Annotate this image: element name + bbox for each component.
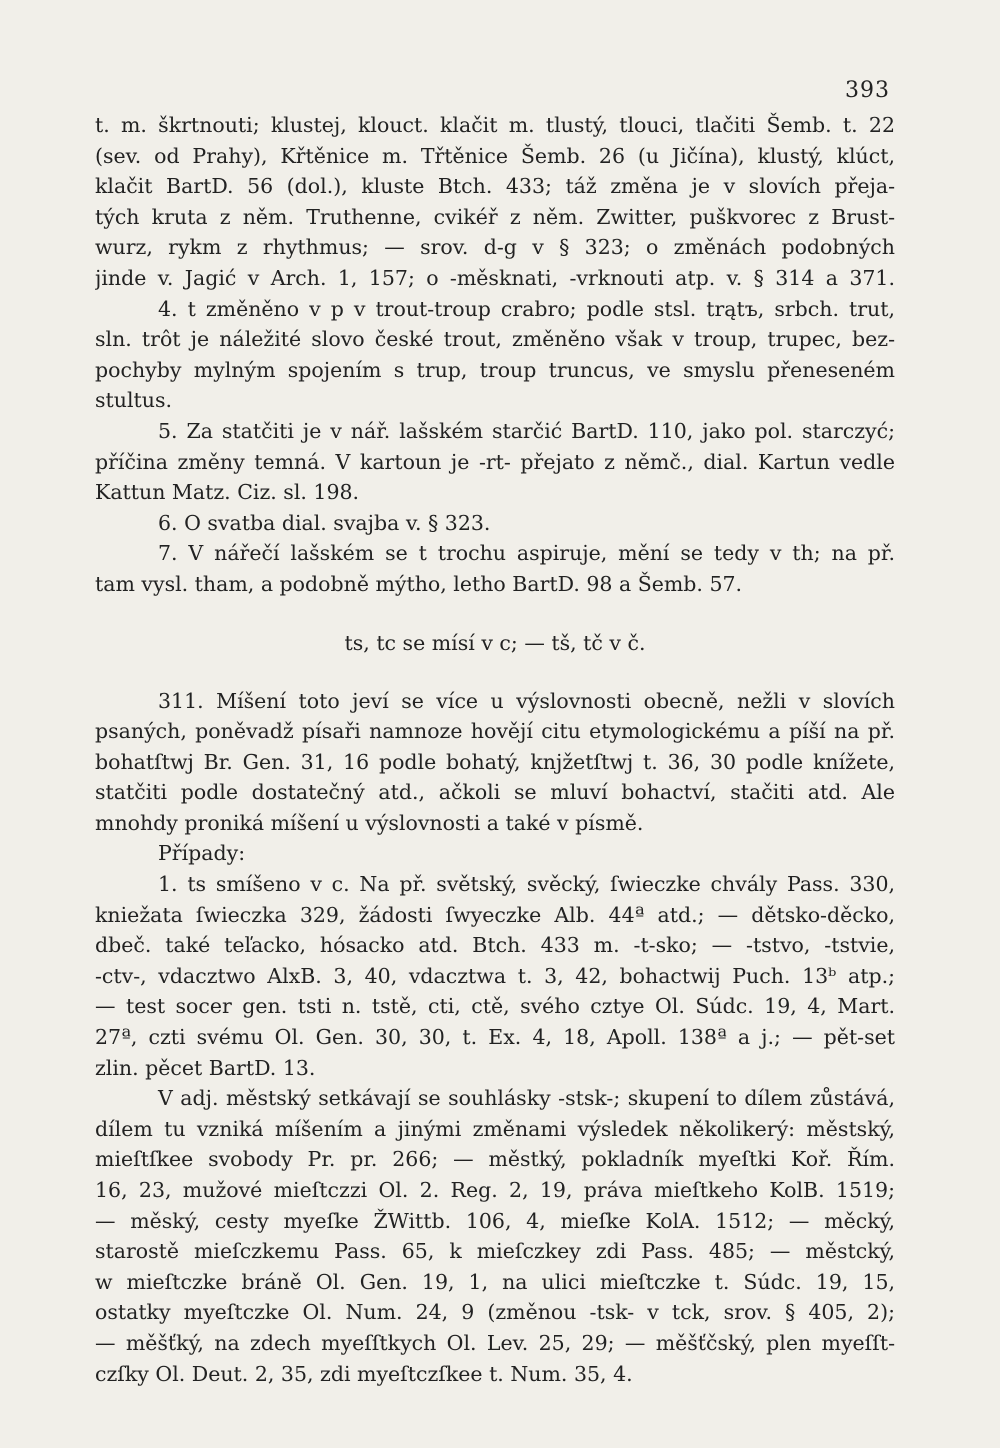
text-line: dílem tu vzniká míšením a jinými změnami výsledek několikerý: městský, [95, 1116, 895, 1141]
text-line: pochyby mylným spojením s trup, troup truncus, ve smyslu přeneseném [95, 357, 895, 382]
text-line: 6. O svatba dial. svajba v. § 323. [158, 510, 491, 535]
text-line: 27ª, czti svému Ol. Gen. 30, 30, t. Ex. 4, 18, Apoll. 138ª a j.; — pět-set [95, 1025, 895, 1050]
text-line: dbeč. také teľacko, hósacko atd. Btch. 433 m. -t-sko; — -tstvo, -tstvie, [95, 933, 895, 958]
text-line: 16, 23, mužové mieſtczzi Ol. 2. Reg. 2, 19, práva mieſtkeho KolB. 1519; [95, 1178, 895, 1202]
text-line: jinde v. Jagić v Arch. 1, 157; o -měsknati, -vrknouti atp. v. § 314 a 371. [95, 265, 895, 290]
text-line: 1. ts smíšeno v c. Na př. světský, svěcký, ſwieczke chvály Pass. 330, [158, 872, 895, 897]
text-line: ostatky myeſtczke Ol. Num. 24, 9 (změnou -tsk- v tck, srov. § 405, 2); [95, 1300, 895, 1325]
text-line: statčiti podle dostatečný atd., ačkoli se mluví bohactví, stačiti atd. Ale [95, 780, 895, 805]
text-line: sln. trôt je náležité slovo české trout, změněno však v troup, trupec, bez- [95, 327, 895, 352]
text-line: mieſtſkee svobody Pr. pr. 266; — městký, pokladník myeſtki Koř. Řím. [95, 1147, 895, 1172]
text-line: — test socer gen. tsti n. tstě, cti, ctě, svého cztye Ol. Súdc. 19, 4, Mart. [95, 994, 895, 1019]
text-line: (sev. od Prahy), Křtěnice m. Třtěnice Šemb. 26 (u Jičína), klustý, klúct, [95, 143, 895, 168]
section-heading: ts, tc se mísí v c; — tš, tč v č. [344, 630, 646, 655]
text-line: — měšťký, na zdech myeſſtkych Ol. Lev. 25, 29; — měšťčský, plen myeſſt- [95, 1330, 895, 1355]
text-line: Případy: [158, 841, 246, 866]
text-line: 311. Míšení toto jeví se více u výslovnosti obecně, nežli v slovích [158, 688, 895, 713]
text-line: mnohdy proniká míšení u výslovnosti a také v písmě. [95, 810, 644, 835]
text-line: 7. V nářečí lašském se t trochu aspiruje, mění se tedy v th; na př. [158, 541, 895, 566]
text-line: t. m. škrtnouti; klustej, klouct. klačit m. tlustý, tlouci, tlačiti Šemb. t. 22 [95, 113, 895, 137]
text-line: wurz, rykm z rhythmus; — srov. d-g v § 323; o změnách podobných [95, 235, 895, 260]
text-line: tam vysl. tham, a podobně mýtho, letho BartD. 98 a Šemb. 57. [95, 571, 743, 596]
text-line: kniežata ſwieczka 329, žádosti ſwyeczke Alb. 44ª atd.; — dětsko-děcko, [95, 902, 895, 927]
text-line: w mieſtczke bráně Ol. Gen. 19, 1, na ulici mieſtczke t. Súdc. 19, 15, [95, 1269, 895, 1294]
text-line: stultus. [95, 388, 172, 413]
text-line: psaných, poněvadž písaři namnoze hovějí citu etymologickému a píší na př. [95, 719, 895, 744]
text-line: starostě mieſczkemu Pass. 65, k mieſczkey zdi Pass. 485; — městcký, [95, 1239, 895, 1264]
text-line: V adj. městský setkávají se souhlásky -stsk-; skupení to dílem zůstává, [158, 1086, 895, 1111]
text-line: — měský, cesty myeſke ŽWittb. 106, 4, mieſke KolA. 1512; — měcký, [95, 1208, 895, 1233]
text-line: czſky Ol. Deut. 2, 35, zdi myeſtczſkee t. Num. 35, 4. [95, 1361, 633, 1386]
text-line: tých kruta z něm. Truthenne, cvikéř z něm. Zwitter, puškvorec z Brust- [95, 204, 895, 229]
text-line: -ctv-, vdacztwo AlxB. 3, 40, vdacztwa t. 3, 42, bohactwij Puch. 13ᵇ atp.; [95, 963, 895, 988]
text-line: 4. t změněno v p v trout-troup crabro; podle stsl. trątъ, srbch. trut, [158, 296, 895, 321]
body-text [95, 110, 895, 1389]
text-line: Kattun Matz. Ciz. sl. 198. [95, 480, 360, 505]
text-line: zlin. pěcet BartD. 13. [95, 1055, 316, 1080]
text-line: příčina změny temná. V kartoun je -rt- přejato z němč., dial. Kartun vedle [95, 449, 895, 474]
text-line: bohatſtwj Br. Gen. 31, 16 podle bohatý, knjžetſtwj t. 36, 30 podle knížete, [95, 749, 895, 774]
text-line: 5. Za statčiti je v nář. lašském starčić BartD. 110, jako pol. starczyć; [158, 418, 895, 443]
text-line: klačit BartD. 56 (dol.), kluste Btch. 433; táž změna je v slovích přeja- [95, 174, 895, 199]
page-number: 393 [845, 78, 890, 103]
